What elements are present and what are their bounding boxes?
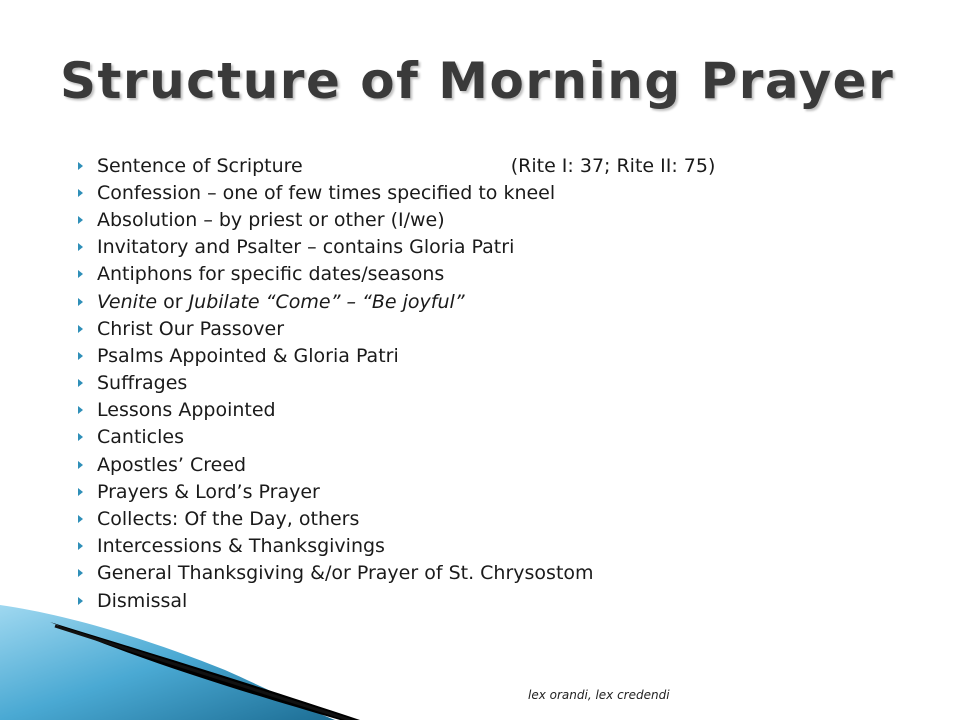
list-item (78, 206, 715, 233)
triangle-right-icon (78, 162, 83, 170)
list-item (78, 533, 715, 560)
triangle-right-icon (78, 542, 83, 550)
triangle-right-icon (78, 189, 83, 197)
item-text: or (157, 290, 189, 313)
item-text: Absolution – by priest or other (I/we) (97, 208, 445, 231)
item-text: Dismissal (97, 589, 188, 612)
item-text: Psalms Appointed & Gloria Patri (97, 344, 399, 367)
list-item (78, 315, 715, 342)
item-text: Christ Our Passover (97, 317, 285, 340)
item-text-italic: “Come” – “Be joyful” (259, 290, 465, 313)
triangle-right-icon (78, 515, 83, 523)
list-item (78, 587, 715, 614)
item-text: Invitatory and Psalter – contains Gloria Patri (97, 236, 515, 259)
list-item (78, 370, 715, 397)
list-item (78, 261, 715, 288)
list-item (78, 397, 715, 424)
item-text: General Thanksgiving &/or Prayer of St. Chrysostom (97, 562, 594, 585)
triangle-right-icon (78, 216, 83, 224)
item-text-italic: Venite (97, 290, 158, 313)
list-item (78, 152, 715, 179)
list-item (78, 342, 715, 369)
triangle-right-icon (78, 379, 83, 387)
list-item (78, 179, 715, 206)
list-item (78, 560, 715, 587)
item-text: Sentence of Scripture (97, 154, 303, 177)
item-text: Intercessions & Thanksgivings (97, 535, 385, 558)
triangle-right-icon (78, 569, 83, 577)
list-item (78, 478, 715, 505)
item-text: Collects: Of the Day, others (97, 508, 360, 531)
list-item (78, 424, 715, 451)
agenda-list (78, 152, 715, 614)
triangle-right-icon (78, 488, 83, 496)
item-text: Canticles (97, 426, 184, 449)
item-reference: (Rite I: 37; Rite II: 75) (510, 154, 716, 177)
triangle-right-icon (78, 270, 83, 278)
triangle-right-icon (78, 461, 83, 469)
triangle-right-icon (78, 325, 83, 333)
triangle-right-icon (78, 597, 83, 605)
list-item (78, 288, 715, 315)
item-text: Lessons Appointed (97, 399, 276, 422)
footer-text: lex orandi, lex credendi (528, 688, 670, 702)
item-text: Suffrages (97, 372, 188, 395)
triangle-right-icon (78, 433, 83, 441)
triangle-right-icon (78, 243, 83, 251)
list-item (78, 451, 715, 478)
item-text: Antiphons for specific dates/seasons (97, 263, 445, 286)
list-item (78, 234, 715, 261)
slide-title: Structure of Morning Prayer (60, 52, 895, 110)
item-text: Confession – one of few times specified to kneel (97, 181, 556, 204)
list-item (78, 505, 715, 532)
triangle-right-icon (78, 352, 83, 360)
item-text-italic: Jubilate (188, 290, 260, 313)
item-text: Apostles’ Creed (97, 453, 247, 476)
item-text: Prayers & Lord’s Prayer (97, 480, 320, 503)
triangle-right-icon (78, 406, 83, 414)
triangle-right-icon (78, 298, 83, 306)
